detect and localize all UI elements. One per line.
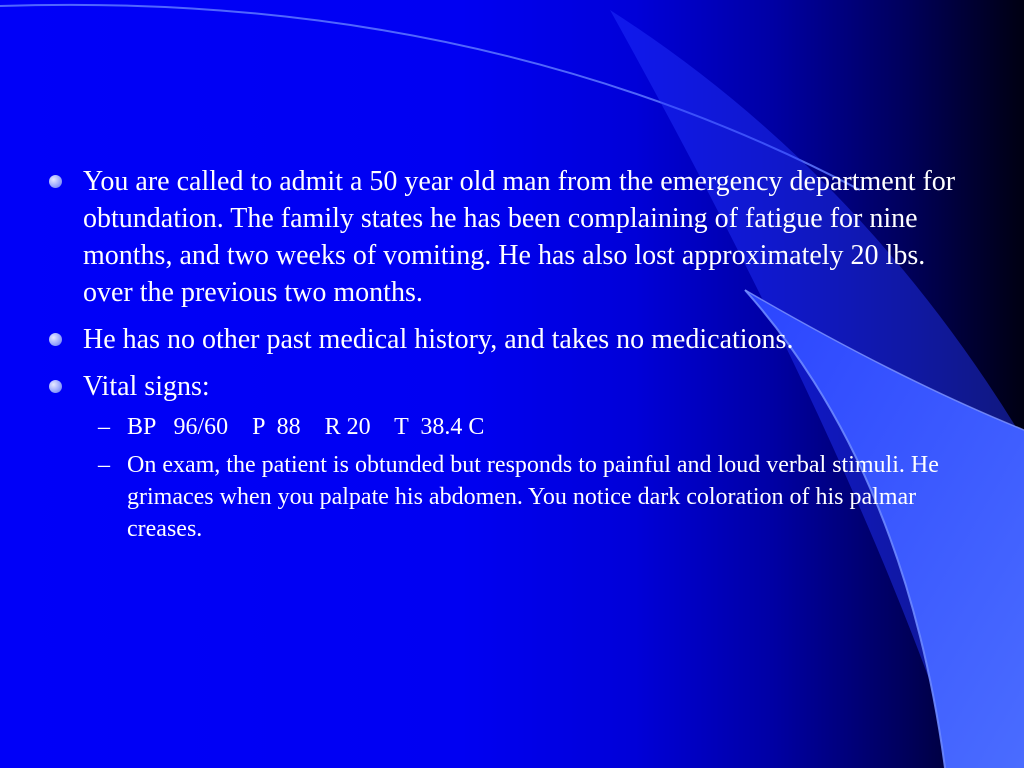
- dash-marker: –: [98, 452, 110, 478]
- bullet-text: Vital signs:: [83, 371, 210, 402]
- bullet-item-presentation: [40, 163, 980, 311]
- sub-bullet-text: BP 96/60 P 88 R 20 T 38.4 C: [127, 414, 485, 440]
- bullet-text: You are called to admit a 50 year old man from the emergency department for obtundation. The family states he has been complaining of fatigue for nine months, and two weeks of vomiting. He has also lost approximately 20 lbs. over the previous two months.: [83, 166, 956, 308]
- dash-marker: –: [98, 414, 110, 440]
- bullet-dot-icon: [49, 175, 62, 188]
- bullet-item-history: [40, 321, 980, 358]
- bullet-item-vital-signs: [40, 368, 980, 405]
- sub-bullet-vitals: [40, 411, 980, 443]
- sub-bullet-text: On exam, the patient is obtunded but responds to painful and loud verbal stimuli. He grimaces when you palpate his abdomen. You notice dark coloration of his palmar creases.: [127, 452, 939, 542]
- sub-bullet-exam: [40, 449, 980, 545]
- bullet-dot-icon: [49, 380, 62, 393]
- slide-content: [40, 163, 980, 551]
- sub-bullet-list: [40, 411, 980, 545]
- bullet-dot-icon: [49, 333, 62, 346]
- bullet-text: He has no other past medical history, and takes no medications.: [83, 324, 794, 355]
